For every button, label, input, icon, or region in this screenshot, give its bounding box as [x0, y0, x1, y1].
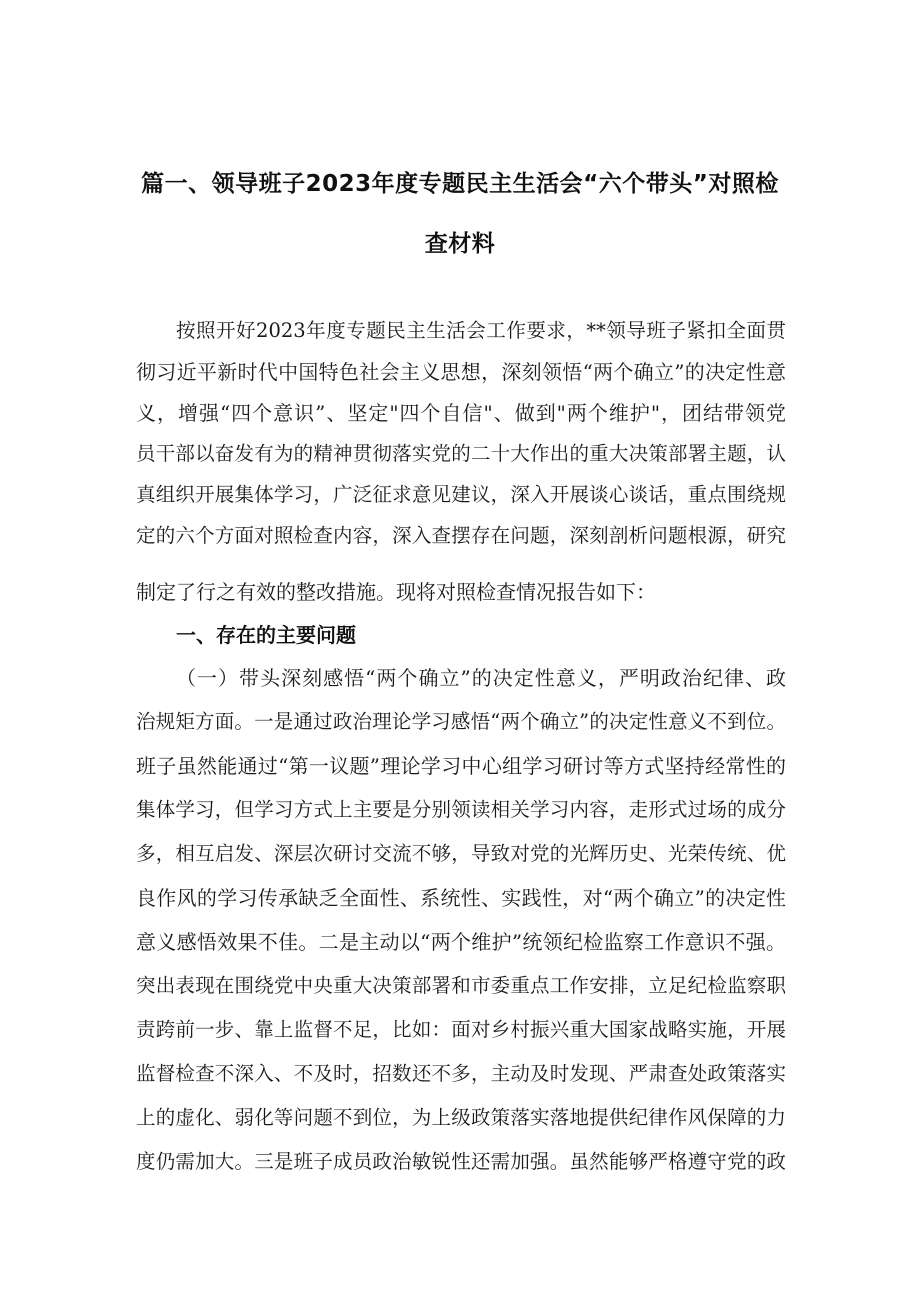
- section-heading: 一、存在的主要问题: [176, 623, 356, 647]
- paragraph-line: 意义感悟效果不佳。二是主动以“两个维护”统领纪检监察工作意识不强。: [136, 930, 786, 954]
- paragraph-line: 制定了行之有效的整改措施。现将对照检查情况报告如下：: [136, 580, 656, 604]
- document-title: 篇一、领导班子2023年度专题民主生活会“六个带头”对照检查材料: [141, 171, 779, 257]
- paragraph-line: 多，相互启发、深层次研讨交流不够，导致对党的光辉历史、光荣传统、优: [136, 842, 786, 865]
- paragraph-line: 集体学习，但学习方式上主要是分别领读相关学习内容，走形式过场的成分: [136, 798, 786, 821]
- paragraph-line: 治规矩方面。一是通过政治理论学习感悟“两个确立”的决定性意义不到位。: [136, 710, 786, 733]
- paragraph-line: 上的虚化、弱化等问题不到位，为上级政策落实落地提供纪律作风保障的力: [136, 1106, 786, 1129]
- paragraph-line: 按照开好2023年度专题民主生活会工作要求，**领导班子紧扣全面贯: [176, 319, 786, 342]
- paragraph-line: 义，增强“四个意识”、坚定"四个自信"、做到"两个维护"，团结带领党: [136, 401, 786, 425]
- paragraph-line: （一）带头深刻感悟“两个确立”的决定性意义，严明政治纪律、政: [176, 666, 786, 690]
- paragraph-line: 突出表现在围绕党中央重大决策部署和市委重点工作安排，立足纪检监察职: [136, 974, 786, 997]
- paragraph-line: 班子虽然能通过“第一议题”理论学习中心组学习研讨等方式坚持经常性的: [136, 754, 786, 778]
- paragraph-line: 员干部以奋发有为的精神贯彻落实党的二十大作出的重大决策部署主题，认: [136, 442, 786, 465]
- paragraph-line: 真组织开展集体学习，广泛征求意见建议，深入开展谈心谈话，重点围绕规: [136, 483, 786, 506]
- paragraph-line: 良作风的学习传承缺乏全面性、系统性、实践性，对“两个确立”的决定性: [136, 886, 786, 910]
- paragraph-line: 监督检查不深入、不及时，招数还不多，主动及时发现、严肃查处政策落实: [136, 1062, 786, 1085]
- paragraph-line: 责跨前一步、靠上监督不足，比如：面对乡村振兴重大国家战略实施，开展: [136, 1018, 786, 1041]
- paragraph-line: 度仍需加大。三是班子成员政治敏锐性还需加强。虽然能够严格遵守党的政: [136, 1150, 786, 1173]
- paragraph-line: 定的六个方面对照检查内容，深入查摆存在问题，深刻剖析问题根源，研究: [136, 524, 786, 547]
- paragraph-line: 彻习近平新时代中国特色社会主义思想，深刻领悟“两个确立”的决定性意: [136, 360, 786, 384]
